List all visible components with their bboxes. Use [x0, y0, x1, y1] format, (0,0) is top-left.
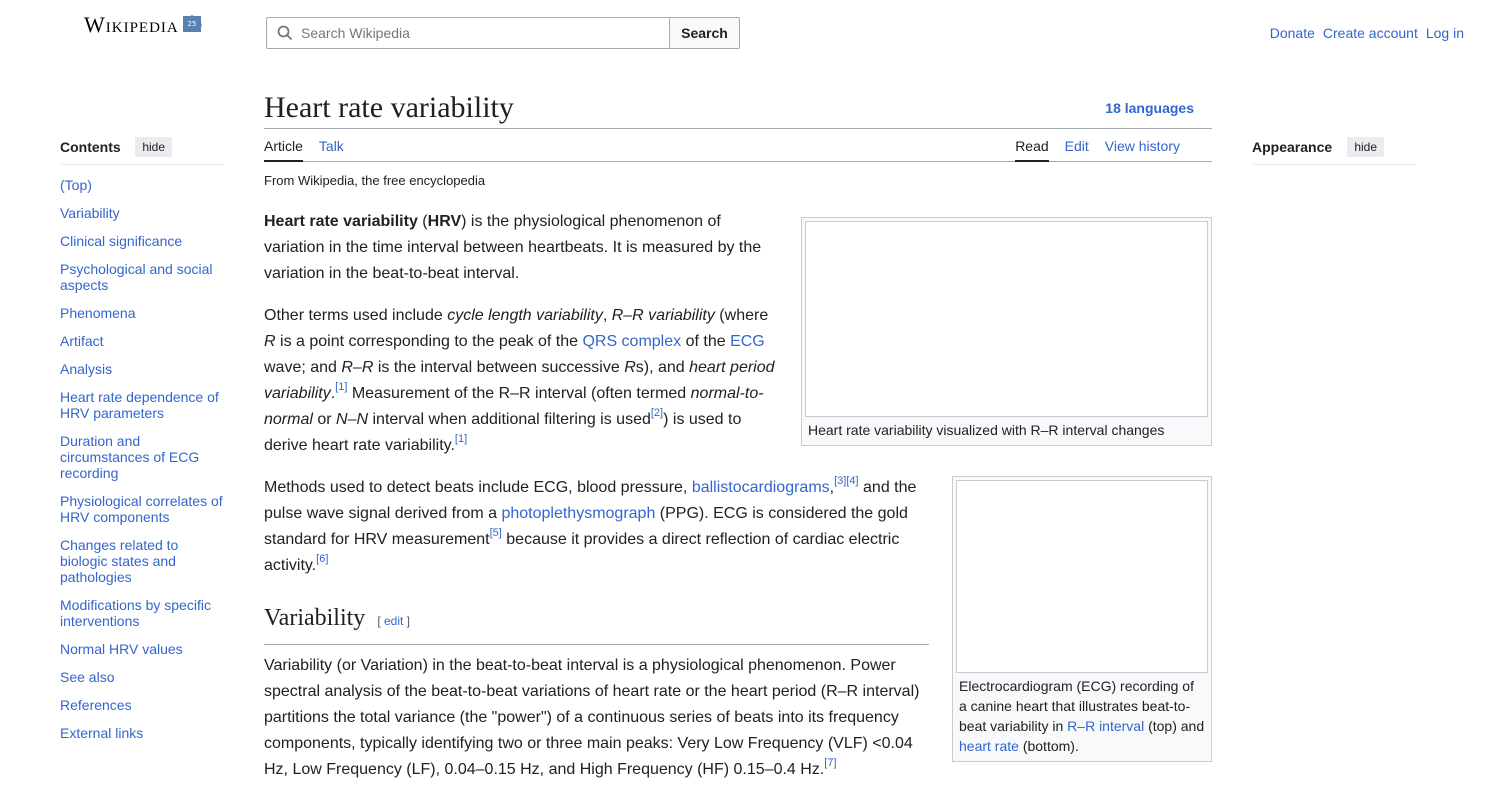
edit-bracket-open: [ [377, 614, 384, 628]
toc-item-external-links[interactable]: External links [60, 725, 144, 741]
citation-link[interactable]: [1] [335, 380, 348, 393]
wikipedia-logo[interactable] [84, 10, 203, 40]
italic-term: R–R [341, 359, 374, 376]
search-icon [277, 25, 293, 41]
citation-link[interactable]: [3] [834, 474, 847, 487]
text: of the [681, 333, 731, 350]
text: ( [417, 213, 428, 230]
toc-title: Contents [60, 139, 121, 155]
citation-link[interactable]: [2] [650, 406, 664, 419]
toc-item-top[interactable]: (Top) [60, 177, 92, 193]
text: ) is used to derive heart rate variability. [264, 411, 742, 454]
text: because it provides a direct reflection of cardiac electric activity. [264, 531, 900, 574]
text: (top) and [1144, 718, 1205, 734]
search-input[interactable] [301, 25, 641, 41]
title-row [264, 90, 1212, 129]
text: (PPG). ECG is considered the gold standard for HRV measurement [264, 505, 908, 548]
puzzle-globe-icon [181, 12, 203, 34]
figure-hrv-visualization [801, 217, 1212, 446]
paragraph-terms [264, 303, 784, 459]
tab-view-history[interactable]: View history [1104, 138, 1180, 154]
toc-item-physiological-correlates[interactable]: Physiological correlates of HRV components [60, 493, 223, 525]
heart-rate-link[interactable]: heart rate [959, 738, 1019, 754]
citation-link[interactable]: [4] [846, 474, 859, 487]
tabs-right [1015, 129, 1180, 161]
section-title: Variability [264, 605, 366, 631]
toc-item-see-also[interactable]: See also [60, 669, 115, 685]
section-edit-link[interactable]: edit [383, 614, 404, 628]
text: interval when additional filtering is used [368, 411, 651, 428]
tab-edit[interactable]: Edit [1064, 138, 1089, 154]
text: Variability (or Variation) in the beat-to-beat interval is a physiological phenomenon. Power spectral analysis of the beat-to-beat variations of heart rate or the heart period (R–R interval) partitions the total variance (the "power") of a continuous series of beats into its frequency components, typically identifying two or three main peaks: Very Low Frequency (VLF) <0.04 Hz, Low Frequency (LF), 0.04–0.15 Hz, and High Frequency (HF) 0.15–0.4 Hz. [264, 657, 920, 778]
text: Measurement of the R–R interval (often termed [347, 385, 691, 402]
photoplethysmograph-link[interactable]: photoplethysmograph [501, 505, 656, 522]
page-title: Heart rate variability [264, 91, 514, 124]
citation-link[interactable]: [6] [316, 552, 329, 565]
qrs-complex-link[interactable]: QRS complex [582, 333, 682, 350]
table-of-contents [60, 137, 224, 753]
figure-image[interactable] [805, 221, 1208, 417]
toc-item-analysis[interactable]: Analysis [60, 361, 113, 377]
section-edit [377, 614, 410, 628]
appearance-panel-header [1252, 137, 1416, 165]
ballistocardiograms-link[interactable]: ballistocardiograms [691, 479, 830, 496]
toc-item-clinical-significance[interactable]: Clinical significance [60, 233, 183, 249]
italic-term: R–R variability [611, 307, 715, 324]
paragraph-variability [264, 653, 929, 783]
tab-article[interactable]: Article [264, 129, 303, 162]
ecg-link[interactable]: ECG [730, 333, 765, 350]
toc-item-artifact[interactable]: Artifact [60, 333, 104, 349]
text: is a point corresponding to the peak of the [275, 333, 583, 350]
text: , [602, 307, 612, 324]
toc-item-heart-rate-dependence[interactable]: Heart rate dependence of HRV parameters [60, 389, 219, 421]
text: ) is the physiological phenomenon of variation in the time interval between heartbeats. It is measured by the variation in the beat-to-beat interval. [264, 213, 762, 282]
page-tabs [264, 129, 1212, 162]
appearance-hide-button[interactable]: hide [1347, 137, 1384, 157]
figure-caption [956, 673, 1208, 756]
paragraph-methods [264, 475, 934, 579]
citation-link[interactable]: [1] [454, 432, 468, 445]
text: , [829, 479, 835, 496]
tab-talk[interactable]: Talk [318, 138, 344, 154]
text: (where [714, 307, 769, 324]
log-in-link[interactable]: Log in [1425, 25, 1464, 41]
toc-item-normal-values[interactable]: Normal HRV values [60, 641, 183, 657]
italic-term: normal-to-normal [264, 385, 764, 428]
italic-term: R [624, 359, 636, 376]
user-links [1270, 25, 1464, 41]
rr-interval-link[interactable]: R–R interval [1067, 718, 1145, 734]
bold-term: HRV [427, 213, 462, 230]
logo-wordmark: Wikipedia [84, 12, 179, 37]
text: is the interval between successive [373, 359, 625, 376]
svg-text:25: 25 [187, 20, 197, 28]
article-main [264, 90, 1212, 778]
text: Electrocardiogram (ECG) recording of a canine heart that illustrates beat-to-beat variability in [959, 678, 1194, 734]
paragraph-intro [264, 209, 784, 287]
text: and the pulse wave signal derived from a [264, 479, 917, 522]
toc-item-psychological[interactable]: Psychological and social aspects [60, 261, 213, 293]
italic-term: heart period variability [264, 359, 775, 402]
text: Other terms used include [264, 307, 448, 324]
citation-link[interactable]: [5] [489, 526, 502, 539]
create-account-link[interactable]: Create account [1322, 25, 1418, 41]
toc-list [60, 177, 224, 741]
toc-item-phenomena[interactable]: Phenomena [60, 305, 136, 321]
text: (bottom). [1018, 738, 1079, 754]
search-button[interactable]: Search [670, 17, 740, 49]
toc-hide-button[interactable]: hide [135, 137, 172, 157]
figure-image[interactable] [956, 480, 1208, 673]
search-form [266, 17, 740, 49]
italic-term: R [264, 333, 276, 350]
toc-item-variability[interactable]: Variability [60, 205, 120, 221]
tab-read[interactable]: Read [1015, 129, 1048, 162]
figure-caption: Heart rate variability visualized with R–R interval changes [808, 422, 1165, 438]
text: s), and [635, 359, 690, 376]
figure-ecg-recording [952, 476, 1212, 762]
text: wave; and [264, 359, 342, 376]
italic-term: cycle length variability [447, 307, 603, 324]
languages-button[interactable]: 18 languages [1105, 100, 1194, 116]
tagline: From Wikipedia, the free encyclopedia [264, 173, 486, 188]
text: . [330, 385, 336, 402]
toc-item-modifications[interactable]: Modifications by specific interventions [60, 597, 211, 629]
tabs-left [264, 129, 344, 161]
section-heading-variability [264, 605, 929, 645]
toc-header [60, 137, 224, 165]
bold-term: Heart rate variability [264, 213, 418, 230]
edit-bracket-close: ] [403, 614, 411, 628]
search-field[interactable] [266, 17, 670, 49]
italic-term: N–N [336, 411, 369, 428]
appearance-title: Appearance [1252, 139, 1333, 155]
citation-link[interactable]: [7] [824, 756, 837, 769]
toc-item-duration[interactable]: Duration and circumstances of ECG recording [60, 433, 200, 481]
donate-link[interactable]: Donate [1269, 25, 1315, 41]
text: or [312, 411, 337, 428]
toc-item-changes[interactable]: Changes related to biologic states and pathologies [60, 537, 179, 585]
text: Methods used to detect beats include ECG, blood pressure, [264, 479, 692, 496]
toc-item-references[interactable]: References [60, 697, 132, 713]
